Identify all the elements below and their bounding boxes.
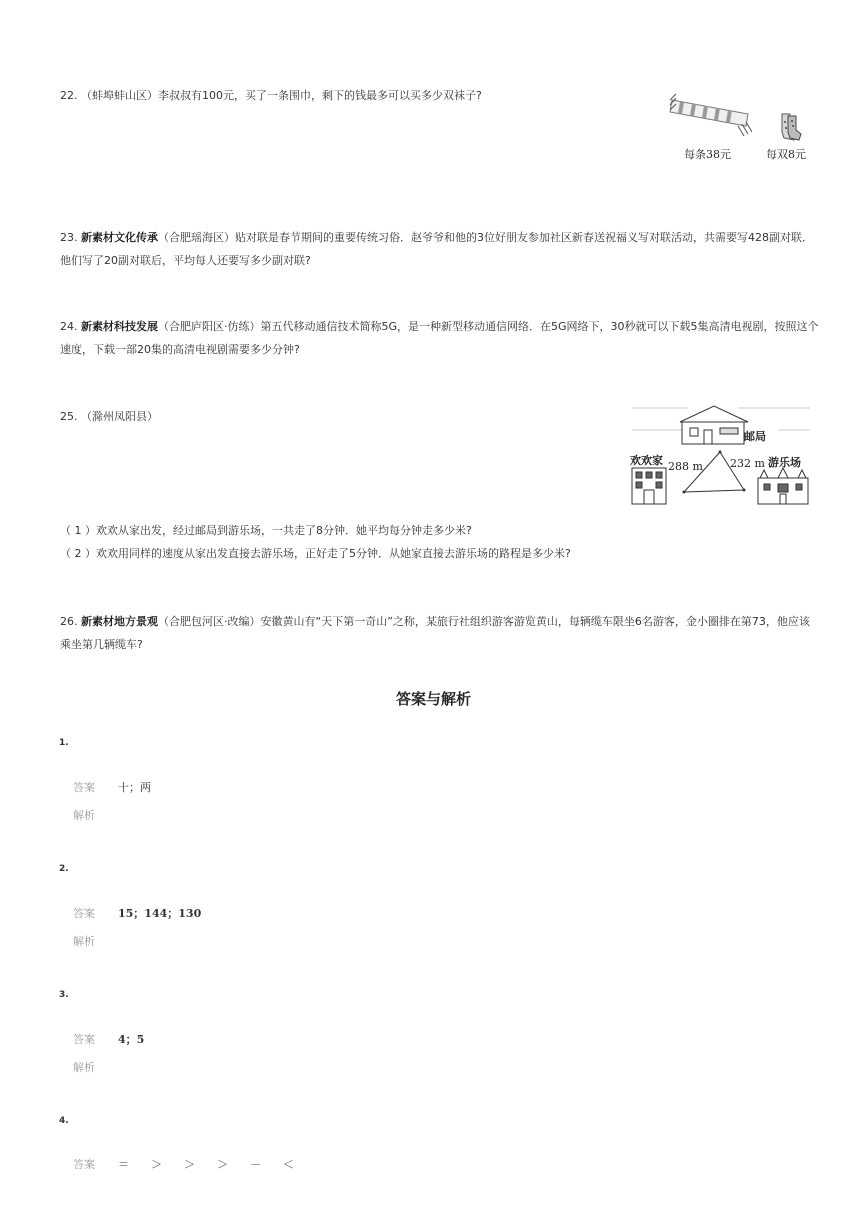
- answers-title: 答案与解析: [395, 690, 471, 708]
- comparison-symbol: ＝: [118, 1158, 129, 1171]
- question-text: 贴对联是春节期间的重要传统习俗．赵爷爷和他的3位好朋友参加社区新春送祝福义写对联活动，共需要写428副对联．他们写了20副对联后，平均每人还要写多少副对联?: [60, 231, 813, 267]
- question-text: 安徽黄山有“天下第一奇山”之称，某旅行社组织游客游览黄山，每辆缆车限坐6名游客，金小圈排在第73，他应该乘坐第几辆缆车?: [60, 615, 810, 651]
- question-26: [60, 610, 820, 656]
- answer-item-number: 1.: [59, 738, 69, 748]
- question-text: 第五代移动通信技术简称5G，是一种新型移动通信网络．在5G网络下，30秒就可以下载5集高清电视剧，按照这个速度，下载一部20集的高清电视剧需要多少分钟?: [60, 320, 819, 356]
- map-distance-right: 232 m: [730, 457, 765, 470]
- answer-value: 4；5: [118, 1033, 145, 1046]
- question-25-part-1: （ 1 ）欢欢从家出发，经过邮局到游乐场，一共走了8分钟．她平均每分钟走多少米?: [60, 524, 472, 537]
- question-source: （滁州凤阳县）: [81, 410, 158, 423]
- answer-value: 十；两: [118, 781, 151, 794]
- question-tag: 新素材地方景观: [81, 615, 158, 628]
- question-number: 26.: [60, 615, 78, 628]
- answer-label: 答案: [73, 907, 95, 920]
- question-25-part-2: （ 2 ）欢欢用同样的速度从家出发直接去游乐场，正好走了5分钟．从她家直接去游乐场的路程是多少米?: [60, 547, 571, 560]
- map-distance-left: 288 m: [668, 460, 703, 473]
- analysis-label: 解析: [73, 935, 95, 948]
- scarf-price-caption: 每条38元: [684, 148, 731, 161]
- comparison-symbol: ＞: [151, 1158, 162, 1171]
- comparison-symbol: ＞: [184, 1158, 195, 1171]
- question-24: [60, 315, 820, 361]
- comparison-symbol: ＞: [217, 1158, 228, 1171]
- question-source: （合肥瑶海区）: [158, 231, 235, 244]
- answer-label: 答案: [73, 781, 95, 794]
- scarf-image: [668, 92, 752, 136]
- question-source: （蚌埠蚌山区）: [81, 89, 158, 102]
- question-number: 23.: [60, 231, 78, 244]
- answer-value: 15；144；130: [118, 907, 202, 920]
- socks-price-caption: 每双8元: [766, 148, 806, 161]
- question-source: （合肥庐阳区·仿练）: [158, 320, 261, 333]
- comparison-symbol: －: [250, 1158, 261, 1171]
- question-text: 李叔叔有100元，买了一条围巾，剩下的钱最多可以买多少双袜子?: [158, 89, 482, 102]
- answer-item-number: 2.: [59, 864, 69, 874]
- comparison-symbol: ＜: [283, 1158, 294, 1171]
- answer-label: 答案: [73, 1033, 95, 1046]
- route-map-figure: [628, 402, 812, 508]
- answer-symbols: [118, 1156, 316, 1172]
- map-label-park: 游乐场: [768, 456, 801, 469]
- question-23: [60, 226, 820, 272]
- question-tag: 新素材科技发展: [81, 320, 158, 333]
- socks-image: [778, 112, 802, 142]
- answer-label: 答案: [73, 1158, 95, 1171]
- question-number: 25.: [60, 410, 78, 423]
- answer-item-number: 3.: [59, 990, 69, 1000]
- question-number: 24.: [60, 320, 78, 333]
- answer-item-number: 4.: [59, 1116, 69, 1126]
- question-number: 22.: [60, 89, 78, 102]
- analysis-label: 解析: [73, 1061, 95, 1074]
- map-label-home: 欢欢家: [630, 454, 663, 467]
- question-source: （合肥包河区·改编）: [158, 615, 261, 628]
- question-tag: 新素材文化传承: [81, 231, 158, 244]
- analysis-label: 解析: [73, 809, 95, 822]
- map-label-post-office: 邮局: [744, 430, 766, 443]
